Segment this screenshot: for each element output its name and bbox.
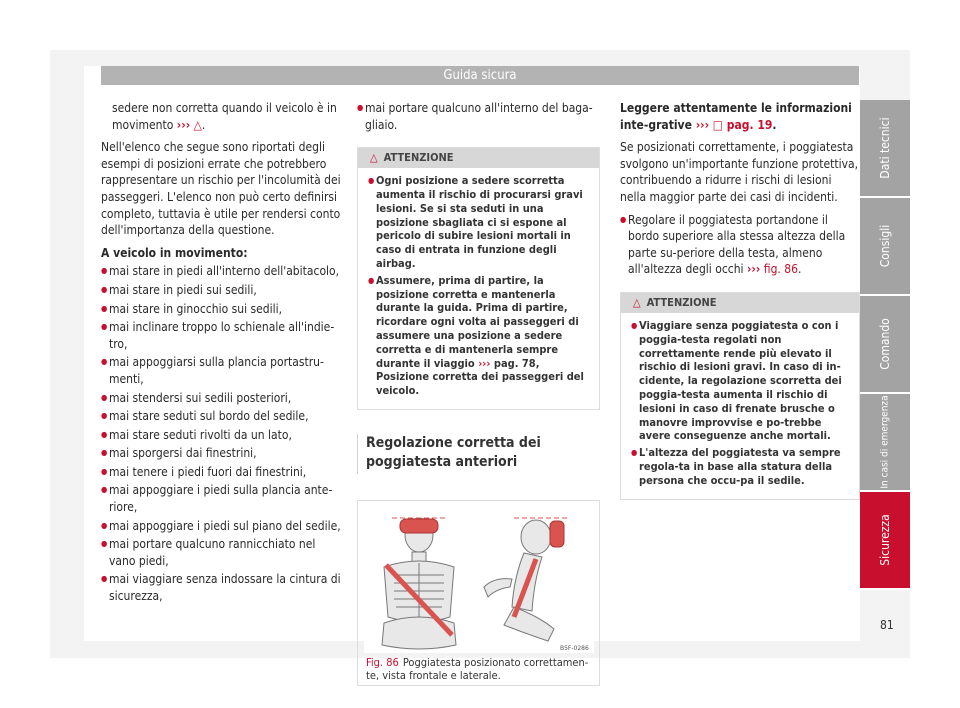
list-item: ● mai portare qualcuno rannicchiato nel vano piedi,: [101, 536, 341, 569]
chapter-tabs: [860, 100, 910, 590]
tab-label: In casi di emergenza: [879, 395, 891, 489]
list-item: ● mai portare qualcuno all'interno del baga-gliaio.: [357, 100, 600, 133]
figure-ref-link[interactable]: fig. 86: [763, 262, 799, 277]
tab-label: Consigli: [878, 224, 892, 268]
list-item: ● mai appoggiarsi sulla plancia portastru-menti,: [101, 354, 341, 387]
figure-caption-text: Poggiatesta posizionato correttamen-te, vista frontale e laterale.: [366, 655, 589, 682]
intro-line-1: sedere non corretta quando il veicolo è in: [112, 101, 337, 115]
tab-label: Sicurezza: [878, 514, 892, 566]
tab-dati-tecnici[interactable]: [860, 100, 910, 198]
page-number: 81: [880, 618, 894, 632]
headrest-illustration: [364, 507, 594, 653]
subheading: A veicolo in movimento:: [101, 245, 248, 260]
intro-ref-arrows[interactable]: ›››: [176, 117, 191, 132]
warning-triangle-icon: △: [193, 117, 202, 132]
book-icon: □: [712, 117, 723, 132]
header-title: Guida sicura: [443, 68, 517, 83]
list-item: ● mai stare in ginocchio sui sedili,: [101, 301, 341, 318]
column-2: [357, 100, 600, 686]
tab-label: Dati tecnici: [878, 117, 892, 179]
list-item: ● mai tenere i piedi fuori dai finestrini,: [101, 464, 341, 481]
warning-item: ● L'altezza del poggiatesta va sempre regola-ta in base alla statura della persona che occu-pa il sedile.: [631, 446, 849, 487]
intro-text: sedere non corretta quando il veicolo è in movimento ››› △.: [112, 101, 337, 132]
warning-box-1: [357, 147, 600, 410]
figure-label: Fig. 86: [366, 655, 399, 669]
warning-item: [368, 274, 589, 398]
warning-body: [621, 313, 859, 499]
lead-ref-page[interactable]: pag. 19: [726, 117, 773, 132]
warning-ref-arrows[interactable]: ›››: [478, 356, 491, 370]
front-view: [382, 518, 456, 649]
intro-paragraph: Nell'elenco che segue sono riportati degli esempi di posizioni errate che potrebbero rappresentare un rischio per l'incolumità dei passeggeri. L'elenco non può certo definirsi completo, tuttavia è utile per rendersi conto dell'importanza della questione.: [101, 140, 341, 238]
tab-label: Comando: [878, 318, 892, 370]
list-item: ● mai stare seduti rivolti da un lato,: [101, 427, 341, 444]
headrest-svg: [364, 507, 594, 653]
list-item: ● mai sporgersi dai finestrini,: [101, 445, 341, 462]
warning-box-2: [620, 292, 860, 500]
warning-triangle-icon: △: [370, 151, 378, 165]
tab-emergenza[interactable]: [860, 394, 910, 492]
list-item: ● mai appoggiare i piedi sul piano del sedile,: [101, 518, 341, 535]
warning-item: ● Viaggiare senza poggiatesta o con i poggia-testa regolati non correttamente rende più elevato il rischio di lesioni gravi. In caso di in-cidente, la regolazione scorretta dei poggia-testa aumenta il rischio di lesioni in caso di frenate brusche o manovre improvvise e po-trebbe avere conseguenze anche mortali.: [631, 319, 849, 443]
warning-item-text: Assumere, prima di partire, la posizione corretta e mantenerla durante la guida. Prima di partire, ricordare ogni volta ai passeggeri di assumere una posizione a sedere corretta e di mantenerla sempre durante il viaggio: [376, 273, 579, 370]
warning-body: [358, 168, 599, 409]
bullet-ref-arrows[interactable]: ›››: [746, 262, 761, 277]
side-view: [484, 520, 564, 641]
tab-consigli[interactable]: [860, 198, 910, 296]
column-1: [101, 100, 341, 607]
list-item: ● mai stare seduti sul bordo del sedile,: [101, 408, 341, 425]
figure-code: B5F-0286: [560, 644, 589, 652]
warning-title: ATTENZIONE: [646, 295, 717, 309]
bullet-text: Regolare il poggiatesta portandone il bordo superiore alla stessa altezza della parte su-periore della testa, almeno all'altezza degli occhi: [628, 212, 846, 277]
tab-comando[interactable]: [860, 296, 910, 394]
warning-header: [621, 293, 859, 313]
section-title: Regolazione corretta dei poggiatesta anteriori: [357, 434, 600, 474]
list-item: ● mai stendersi sui sedili posteriori,: [101, 390, 341, 407]
lead-text: Leggere attentamente le informazioni inte-grative ››› □ pag. 19.: [620, 101, 852, 132]
tab-sicurezza[interactable]: [860, 492, 910, 590]
figure-86: [357, 500, 600, 686]
list-item: ● mai inclinare troppo lo schienale all'indie-tro,: [101, 319, 341, 352]
list-item: ● mai stare in piedi all'interno dell'abitacolo,: [101, 263, 341, 280]
warning-header: [358, 148, 599, 168]
intro-line-2: movimento: [112, 117, 174, 132]
warning-triangle-icon: △: [633, 295, 641, 309]
list-item: ● mai viaggiare senza indossare la cintura di sicurezza,: [101, 571, 341, 604]
list-item: ● Regolare il poggiatesta portandone il bordo superiore alla stessa altezza della parte su-periore della testa, almeno all'altezza degli occhi ››› fig. 86.: [620, 212, 860, 278]
list-item: ● mai stare in piedi sui sedili,: [101, 282, 341, 299]
warning-item: ● Ogni posizione a sedere scorretta aumenta il rischio di procurarsi gravi lesioni. Se si sta seduti in una posizione sbagliata ci si espone al pericolo di subire lesioni mortali in caso di entrata in funzione degli airbag.: [368, 174, 589, 271]
warning-title: ATTENZIONE: [383, 151, 454, 165]
lead-bold: Leggere attentamente le informazioni inte-grative: [620, 101, 852, 132]
col3-paragraph: Se posizionati correttamente, i poggiatesta svolgono un'importante funzione protettiva, contribuendo a ridurre i rischi di lesioni nella maggior parte dei casi di incidenti.: [620, 140, 859, 204]
bullet-list: [101, 263, 341, 604]
warning-ref-link[interactable]: pag. 78, Posizione corretta dei passeggeri del veicolo.: [376, 356, 584, 398]
page-header: [101, 66, 859, 85]
lead-ref-arrows[interactable]: ›››: [695, 117, 710, 132]
list-item: ● mai appoggiare i piedi sulla plancia ante-riore,: [101, 482, 341, 515]
figure-caption: [358, 653, 599, 682]
column-3: [620, 100, 860, 500]
